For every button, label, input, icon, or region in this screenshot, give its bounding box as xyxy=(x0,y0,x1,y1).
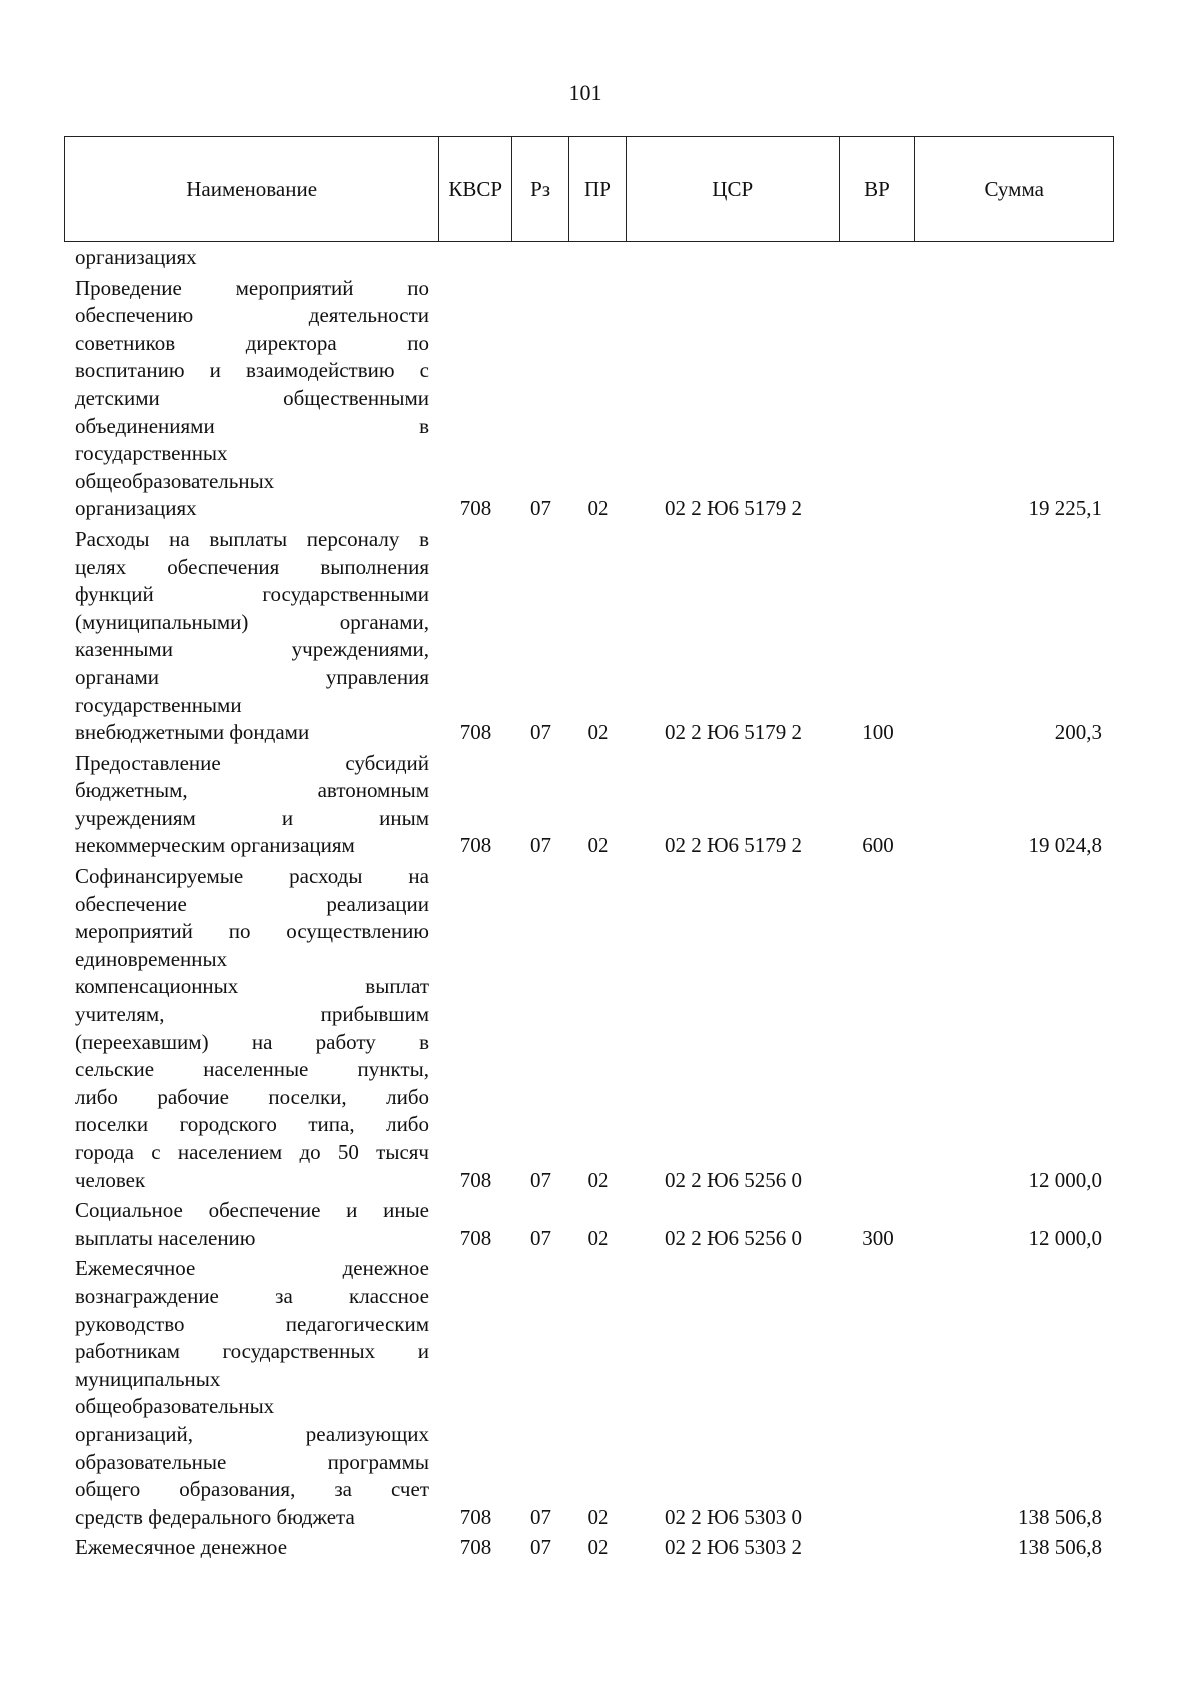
table-body xyxy=(64,244,1114,1565)
row-rz: 07 xyxy=(530,1167,551,1192)
row-name-line: общего образования, за счет xyxy=(75,1477,429,1502)
row-name-line: бюджетным, автономным xyxy=(75,778,429,803)
row-sum: 19 225,1 xyxy=(1028,496,1102,521)
row-name-line: муниципальных xyxy=(75,1366,221,1391)
row-name-line: (муниципальными) органами, xyxy=(75,609,429,634)
row-name-line: Проведение мероприятий по xyxy=(75,275,429,300)
row-csr: 02 2 Ю6 5256 0 xyxy=(664,1167,803,1192)
row-csr: 02 2 Ю6 5179 2 xyxy=(664,720,803,745)
row-sum: 138 506,8 xyxy=(1018,1535,1102,1560)
row-name-line: обеспечение реализации xyxy=(75,891,429,916)
row-name xyxy=(64,275,429,523)
row-sum: 19 024,8 xyxy=(1028,833,1102,858)
row-pr: 02 xyxy=(587,1504,609,1529)
row-name-line: учреждениям и иным xyxy=(75,805,429,830)
row-name-line: объединениями в xyxy=(75,413,429,438)
table-row xyxy=(64,1534,1114,1562)
row-name-line: обеспечению деятельности xyxy=(75,303,429,328)
table-header xyxy=(64,136,1114,242)
column-header-vr: ВР xyxy=(840,137,916,241)
row-rz: 07 xyxy=(530,1225,551,1250)
row-sum: 12 000,0 xyxy=(1028,1167,1102,1192)
row-kvsr: 708 xyxy=(459,1504,492,1529)
row-kvsr: 708 xyxy=(459,496,492,521)
row-vr xyxy=(840,1534,916,1562)
row-kvsr: 708 xyxy=(459,720,492,745)
row-csr: 02 2 Ю6 5303 0 xyxy=(664,1504,803,1529)
table-row xyxy=(64,244,1114,272)
row-name xyxy=(64,1255,429,1531)
row-name-line: единовременных xyxy=(75,946,228,971)
row-sum: 12 000,0 xyxy=(1028,1225,1102,1250)
row-kvsr: 708 xyxy=(459,1167,492,1192)
row-name-line: города с населением до 50 тысяч xyxy=(75,1140,429,1164)
row-name-line: Социальное обеспечение и иные xyxy=(75,1198,429,1223)
row-name-line: государственными xyxy=(75,692,242,717)
row-name-line: человек xyxy=(75,1167,146,1192)
row-name-line: Расходы на выплаты персоналу в xyxy=(75,526,429,551)
table-row xyxy=(64,1255,1114,1531)
row-name-line: функций государственными xyxy=(75,582,429,607)
column-header-rz: Рз xyxy=(512,137,569,241)
row-name xyxy=(64,1534,429,1562)
column-header-kvsr: КВСР xyxy=(439,137,512,241)
row-name-line: организациях xyxy=(75,496,197,521)
row-vr xyxy=(840,1167,916,1195)
row-name-line: детскими общественными xyxy=(75,385,429,410)
row-csr: 02 2 Ю6 5179 2 xyxy=(664,833,803,858)
row-name-line: работникам государственных и xyxy=(75,1339,429,1364)
row-name-line: Ежемесячное денежное xyxy=(75,1535,288,1560)
row-sum: 200,3 xyxy=(1054,720,1102,745)
row-name-line: некоммерческим организациям xyxy=(75,833,355,858)
row-pr: 02 xyxy=(587,1535,609,1560)
row-sum: 138 506,8 xyxy=(1018,1504,1102,1529)
row-vr: 100 xyxy=(862,720,894,745)
row-pr: 02 xyxy=(587,720,609,745)
row-name-line: внебюджетными фондами xyxy=(75,720,310,745)
row-pr: 02 xyxy=(587,1225,609,1250)
row-rz: 07 xyxy=(530,496,551,521)
row-kvsr: 708 xyxy=(459,1535,492,1560)
column-header-sum: Сумма xyxy=(984,176,1044,201)
table-row xyxy=(64,863,1114,1194)
row-name-line: Ежемесячное денежное xyxy=(75,1256,429,1281)
row-name-line: общеобразовательных xyxy=(75,1394,275,1419)
row-name-line: сельские населенные пункты, xyxy=(75,1057,429,1082)
row-codes xyxy=(439,719,1114,747)
row-vr: 300 xyxy=(862,1225,894,1250)
row-codes xyxy=(439,1225,1114,1253)
row-rz: 07 xyxy=(530,833,551,858)
table-row xyxy=(64,1197,1114,1252)
row-name-line: поселки городского типа, либо xyxy=(75,1112,429,1137)
row-name-line: Софинансируемые расходы на xyxy=(75,864,429,889)
row-name xyxy=(64,863,429,1194)
row-name-line: советников директора по xyxy=(75,330,429,355)
row-pr: 02 xyxy=(587,833,609,858)
row-name-line: руководство педагогическим xyxy=(75,1311,429,1336)
row-rz: 07 xyxy=(530,1504,551,1529)
row-name-line: либо рабочие поселки, либо xyxy=(75,1084,429,1109)
row-csr: 02 2 Ю6 5256 0 xyxy=(664,1225,803,1250)
page-number: 101 xyxy=(568,80,602,105)
row-name-line: органами управления xyxy=(75,664,429,689)
row-name xyxy=(64,750,429,860)
row-name-line: государственных xyxy=(75,441,228,466)
row-vr xyxy=(840,495,916,523)
row-name-line: организаций, реализующих xyxy=(75,1421,429,1446)
row-name xyxy=(64,526,429,747)
row-vr: 600 xyxy=(862,833,894,858)
row-name-line: общеобразовательных xyxy=(75,468,275,493)
row-codes xyxy=(439,1534,1114,1562)
row-kvsr: 708 xyxy=(459,1225,492,1250)
row-name-line: средств федерального бюджета xyxy=(75,1504,355,1529)
table-row xyxy=(64,526,1114,747)
row-vr xyxy=(840,1504,916,1532)
row-name-line: казенными учреждениями, xyxy=(75,637,429,662)
row-name-line: организациях xyxy=(75,245,197,269)
row-name-line: целях обеспечения выполнения xyxy=(75,554,429,579)
row-rz: 07 xyxy=(530,1535,551,1560)
row-codes xyxy=(439,1504,1114,1532)
column-header-name: Наименование xyxy=(65,137,439,241)
row-codes xyxy=(439,495,1114,523)
row-name xyxy=(64,244,429,272)
row-kvsr: 708 xyxy=(459,833,492,858)
row-csr: 02 2 Ю6 5179 2 xyxy=(664,496,803,521)
row-name-line: (переехавшим) на работу в xyxy=(75,1029,429,1054)
row-name-line: компенсационных выплат xyxy=(75,974,429,999)
row-name-line: учителям, прибывшим xyxy=(75,1002,429,1027)
row-csr: 02 2 Ю6 5303 2 xyxy=(664,1535,803,1560)
row-name-line: мероприятий по осуществлению xyxy=(75,919,429,944)
row-name-line: образовательные программы xyxy=(75,1449,429,1474)
row-name xyxy=(64,1197,429,1252)
row-rz: 07 xyxy=(530,720,551,745)
row-name-line: воспитанию и взаимодействию с xyxy=(75,358,429,383)
row-pr: 02 xyxy=(587,496,609,521)
column-header-csr: ЦСР xyxy=(627,137,840,241)
row-pr: 02 xyxy=(587,1167,609,1192)
row-name-line: Предоставление субсидий xyxy=(75,750,429,775)
row-codes xyxy=(439,1167,1114,1195)
row-name-line: вознаграждение за классное xyxy=(75,1283,429,1308)
table-row xyxy=(64,750,1114,860)
table-row xyxy=(64,275,1114,523)
row-codes xyxy=(439,832,1114,860)
row-name-line: выплаты населению xyxy=(75,1225,256,1250)
column-header-pr: ПР xyxy=(569,137,627,241)
